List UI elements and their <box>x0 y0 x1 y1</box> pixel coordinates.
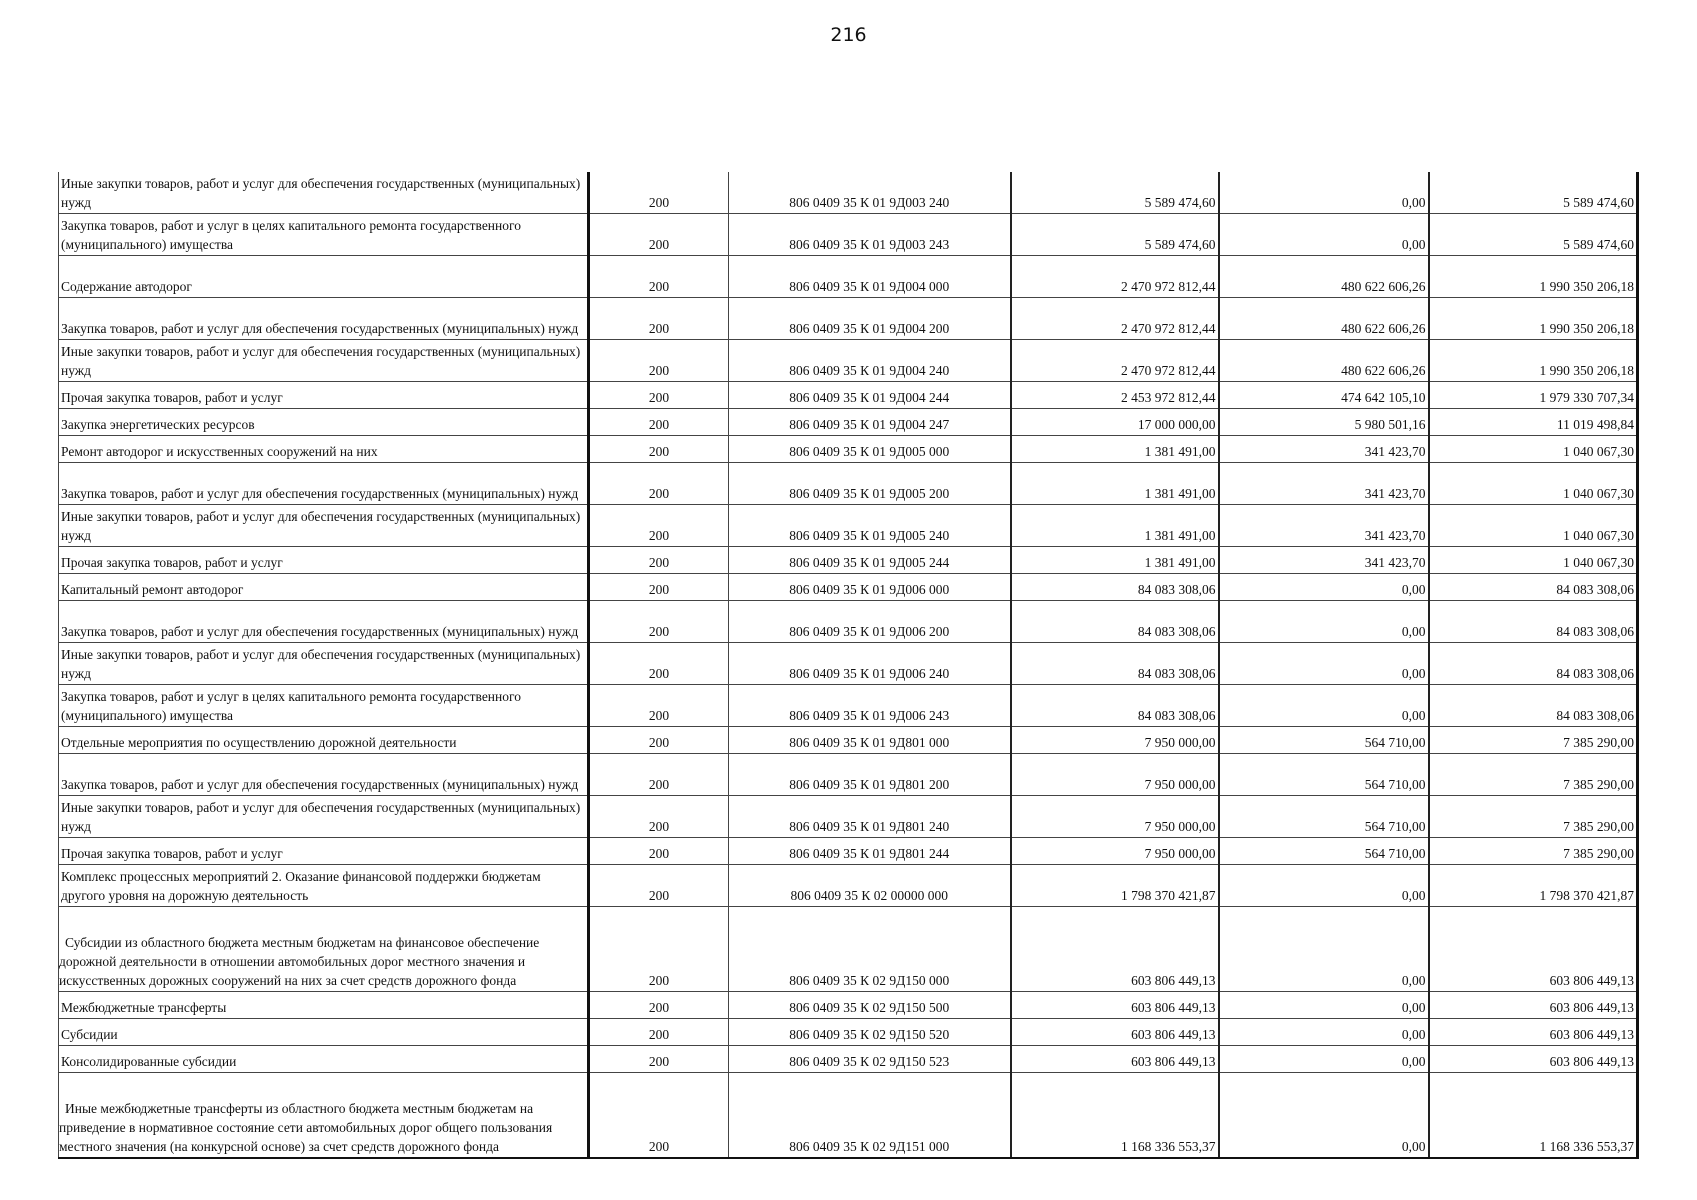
row-approved: 7 950 000,00 <box>1011 796 1219 838</box>
row-executed: 564 710,00 <box>1219 838 1429 865</box>
row-unexecuted: 5 589 474,60 <box>1429 214 1638 256</box>
table-row <box>59 727 1638 754</box>
row-code: 806 0409 35 К 01 9Д006 000 <box>729 574 1011 601</box>
row-approved: 5 589 474,60 <box>1011 214 1219 256</box>
row-code: 806 0409 35 К 01 9Д801 240 <box>729 796 1011 838</box>
row-unexecuted: 84 083 308,06 <box>1429 574 1638 601</box>
row-unexecuted: 1 168 336 553,37 <box>1429 1073 1638 1159</box>
row-name: Прочая закупка товаров, работ и услуг <box>59 382 589 409</box>
row-status: 200 <box>589 436 729 463</box>
row-name: Иные закупки товаров, работ и услуг для обеспечения государственных (муниципальных) нужд <box>59 505 589 547</box>
table-row <box>59 547 1638 574</box>
row-executed: 480 622 606,26 <box>1219 340 1429 382</box>
row-approved: 2 453 972 812,44 <box>1011 382 1219 409</box>
row-status: 200 <box>589 754 729 796</box>
row-code: 806 0409 35 К 01 9Д006 200 <box>729 601 1011 643</box>
row-status: 200 <box>589 382 729 409</box>
row-unexecuted: 603 806 449,13 <box>1429 1019 1638 1046</box>
row-name: Иные межбюджетные трансферты из областного бюджета местным бюджетам на приведение в нормативное состояние сети автомобильных дорог общего пользования местного значения (на конкурсной основе) за счет средств дорожного фонда <box>59 1073 589 1159</box>
row-status: 200 <box>589 601 729 643</box>
row-unexecuted: 1 798 370 421,87 <box>1429 865 1638 907</box>
row-unexecuted: 7 385 290,00 <box>1429 796 1638 838</box>
page-number: 216 <box>830 24 867 46</box>
row-name: Закупка товаров, работ и услуг для обеспечения государственных (муниципальных) нужд <box>59 463 589 505</box>
row-executed: 0,00 <box>1219 685 1429 727</box>
row-executed: 0,00 <box>1219 1019 1429 1046</box>
row-code: 806 0409 35 К 01 9Д005 000 <box>729 436 1011 463</box>
row-name: Закупка энергетических ресурсов <box>59 409 589 436</box>
row-unexecuted: 84 083 308,06 <box>1429 643 1638 685</box>
row-executed: 564 710,00 <box>1219 796 1429 838</box>
row-code: 806 0409 35 К 01 9Д005 244 <box>729 547 1011 574</box>
row-code: 806 0409 35 К 02 9Д150 520 <box>729 1019 1011 1046</box>
row-unexecuted: 5 589 474,60 <box>1429 172 1638 214</box>
row-approved: 603 806 449,13 <box>1011 1046 1219 1073</box>
row-executed: 0,00 <box>1219 643 1429 685</box>
row-code: 806 0409 35 К 02 9Д150 523 <box>729 1046 1011 1073</box>
row-approved: 1 168 336 553,37 <box>1011 1073 1219 1159</box>
row-executed: 0,00 <box>1219 601 1429 643</box>
row-executed: 0,00 <box>1219 172 1429 214</box>
row-executed: 0,00 <box>1219 992 1429 1019</box>
row-status: 200 <box>589 727 729 754</box>
row-code: 806 0409 35 К 01 9Д801 200 <box>729 754 1011 796</box>
table-row <box>59 1073 1638 1159</box>
row-approved: 84 083 308,06 <box>1011 685 1219 727</box>
row-executed: 0,00 <box>1219 574 1429 601</box>
row-approved: 7 950 000,00 <box>1011 754 1219 796</box>
row-status: 200 <box>589 1019 729 1046</box>
row-executed: 0,00 <box>1219 865 1429 907</box>
row-unexecuted: 603 806 449,13 <box>1429 907 1638 992</box>
row-executed: 5 980 501,16 <box>1219 409 1429 436</box>
table-row <box>59 436 1638 463</box>
row-name: Капитальный ремонт автодорог <box>59 574 589 601</box>
row-executed: 0,00 <box>1219 214 1429 256</box>
row-unexecuted: 1 040 067,30 <box>1429 547 1638 574</box>
row-code: 806 0409 35 К 01 9Д004 244 <box>729 382 1011 409</box>
row-approved: 17 000 000,00 <box>1011 409 1219 436</box>
budget-table <box>58 172 1639 1159</box>
row-unexecuted: 84 083 308,06 <box>1429 601 1638 643</box>
row-unexecuted: 7 385 290,00 <box>1429 727 1638 754</box>
table-row <box>59 796 1638 838</box>
row-status: 200 <box>589 907 729 992</box>
row-approved: 1 381 491,00 <box>1011 463 1219 505</box>
row-name: Прочая закупка товаров, работ и услуг <box>59 838 589 865</box>
row-executed: 564 710,00 <box>1219 754 1429 796</box>
row-name: Субсидии из областного бюджета местным бюджетам на финансовое обеспечение дорожной деятельности в отношении автомобильных дорог местного значения и искусственных дорожных сооружений на них за счет средств дорожного фонда <box>59 907 589 992</box>
row-status: 200 <box>589 409 729 436</box>
row-unexecuted: 603 806 449,13 <box>1429 1046 1638 1073</box>
row-approved: 1 381 491,00 <box>1011 505 1219 547</box>
row-approved: 7 950 000,00 <box>1011 838 1219 865</box>
table-row <box>59 505 1638 547</box>
row-name: Иные закупки товаров, работ и услуг для обеспечения государственных (муниципальных) нужд <box>59 796 589 838</box>
row-executed: 341 423,70 <box>1219 547 1429 574</box>
row-name: Консолидированные субсидии <box>59 1046 589 1073</box>
row-approved: 84 083 308,06 <box>1011 601 1219 643</box>
row-code: 806 0409 35 К 01 9Д004 240 <box>729 340 1011 382</box>
row-executed: 341 423,70 <box>1219 436 1429 463</box>
row-code: 806 0409 35 К 01 9Д005 200 <box>729 463 1011 505</box>
row-name: Комплекс процессных мероприятий 2. Оказание финансовой поддержки бюджетам другого уровня на дорожную деятельность <box>59 865 589 907</box>
table-row <box>59 907 1638 992</box>
table-row <box>59 382 1638 409</box>
row-executed: 0,00 <box>1219 1073 1429 1159</box>
row-name: Иные закупки товаров, работ и услуг для обеспечения государственных (муниципальных) нужд <box>59 340 589 382</box>
row-code: 806 0409 35 К 02 9Д150 500 <box>729 992 1011 1019</box>
row-unexecuted: 1 040 067,30 <box>1429 463 1638 505</box>
row-status: 200 <box>589 547 729 574</box>
table-row <box>59 256 1638 298</box>
row-name: Иные закупки товаров, работ и услуг для обеспечения государственных (муниципальных) нужд <box>59 643 589 685</box>
row-code: 806 0409 35 К 01 9Д004 247 <box>729 409 1011 436</box>
table-row <box>59 838 1638 865</box>
row-executed: 480 622 606,26 <box>1219 298 1429 340</box>
row-name: Иные закупки товаров, работ и услуг для обеспечения государственных (муниципальных) нужд <box>59 172 589 214</box>
row-name: Прочая закупка товаров, работ и услуг <box>59 547 589 574</box>
row-code: 806 0409 35 К 01 9Д006 240 <box>729 643 1011 685</box>
row-code: 806 0409 35 К 01 9Д003 240 <box>729 172 1011 214</box>
row-name: Закупка товаров, работ и услуг для обеспечения государственных (муниципальных) нужд <box>59 298 589 340</box>
row-executed: 341 423,70 <box>1219 505 1429 547</box>
table-row <box>59 754 1638 796</box>
row-unexecuted: 84 083 308,06 <box>1429 685 1638 727</box>
row-status: 200 <box>589 838 729 865</box>
row-name: Отдельные мероприятия по осуществлению дорожной деятельности <box>59 727 589 754</box>
row-code: 806 0409 35 К 01 9Д801 244 <box>729 838 1011 865</box>
row-code: 806 0409 35 К 01 9Д006 243 <box>729 685 1011 727</box>
row-unexecuted: 1 990 350 206,18 <box>1429 256 1638 298</box>
row-name: Ремонт автодорог и искусственных сооружений на них <box>59 436 589 463</box>
row-code: 806 0409 35 К 02 9Д150 000 <box>729 907 1011 992</box>
row-unexecuted: 7 385 290,00 <box>1429 838 1638 865</box>
row-approved: 1 381 491,00 <box>1011 436 1219 463</box>
budget-table-body <box>59 172 1638 1158</box>
row-approved: 2 470 972 812,44 <box>1011 256 1219 298</box>
row-name: Закупка товаров, работ и услуг для обеспечения государственных (муниципальных) нужд <box>59 601 589 643</box>
row-name: Межбюджетные трансферты <box>59 992 589 1019</box>
row-code: 806 0409 35 К 01 9Д005 240 <box>729 505 1011 547</box>
row-status: 200 <box>589 172 729 214</box>
row-status: 200 <box>589 463 729 505</box>
row-approved: 2 470 972 812,44 <box>1011 298 1219 340</box>
row-executed: 474 642 105,10 <box>1219 382 1429 409</box>
row-executed: 564 710,00 <box>1219 727 1429 754</box>
row-executed: 0,00 <box>1219 1046 1429 1073</box>
row-unexecuted: 1 990 350 206,18 <box>1429 298 1638 340</box>
row-status: 200 <box>589 1046 729 1073</box>
table-row <box>59 409 1638 436</box>
row-unexecuted: 1 040 067,30 <box>1429 505 1638 547</box>
table-row <box>59 574 1638 601</box>
row-unexecuted: 603 806 449,13 <box>1429 992 1638 1019</box>
row-approved: 603 806 449,13 <box>1011 992 1219 1019</box>
row-status: 200 <box>589 214 729 256</box>
row-approved: 1 381 491,00 <box>1011 547 1219 574</box>
row-name: Закупка товаров, работ и услуг для обеспечения государственных (муниципальных) нужд <box>59 754 589 796</box>
table-row <box>59 463 1638 505</box>
row-status: 200 <box>589 992 729 1019</box>
row-approved: 7 950 000,00 <box>1011 727 1219 754</box>
row-status: 200 <box>589 298 729 340</box>
row-status: 200 <box>589 505 729 547</box>
row-status: 200 <box>589 643 729 685</box>
row-code: 806 0409 35 К 01 9Д004 200 <box>729 298 1011 340</box>
row-unexecuted: 1 990 350 206,18 <box>1429 340 1638 382</box>
table-row <box>59 340 1638 382</box>
row-code: 806 0409 35 К 01 9Д004 000 <box>729 256 1011 298</box>
row-approved: 603 806 449,13 <box>1011 1019 1219 1046</box>
row-status: 200 <box>589 865 729 907</box>
row-status: 200 <box>589 256 729 298</box>
row-unexecuted: 11 019 498,84 <box>1429 409 1638 436</box>
row-name: Содержание автодорог <box>59 256 589 298</box>
row-executed: 480 622 606,26 <box>1219 256 1429 298</box>
row-unexecuted: 1 040 067,30 <box>1429 436 1638 463</box>
table-row <box>59 1019 1638 1046</box>
row-status: 200 <box>589 685 729 727</box>
row-approved: 603 806 449,13 <box>1011 907 1219 992</box>
row-status: 200 <box>589 796 729 838</box>
table-row <box>59 172 1638 214</box>
row-code: 806 0409 35 К 01 9Д003 243 <box>729 214 1011 256</box>
row-name: Субсидии <box>59 1019 589 1046</box>
row-executed: 341 423,70 <box>1219 463 1429 505</box>
row-approved: 84 083 308,06 <box>1011 643 1219 685</box>
table-row <box>59 1046 1638 1073</box>
table-row <box>59 214 1638 256</box>
row-approved: 84 083 308,06 <box>1011 574 1219 601</box>
row-code: 806 0409 35 К 01 9Д801 000 <box>729 727 1011 754</box>
row-name: Закупка товаров, работ и услуг в целях капитального ремонта государственного (муниципального) имущества <box>59 214 589 256</box>
row-name: Закупка товаров, работ и услуг в целях капитального ремонта государственного (муниципального) имущества <box>59 685 589 727</box>
table-row <box>59 298 1638 340</box>
row-approved: 5 589 474,60 <box>1011 172 1219 214</box>
row-executed: 0,00 <box>1219 907 1429 992</box>
table-row <box>59 643 1638 685</box>
table-row <box>59 601 1638 643</box>
row-status: 200 <box>589 340 729 382</box>
row-approved: 2 470 972 812,44 <box>1011 340 1219 382</box>
row-unexecuted: 7 385 290,00 <box>1429 754 1638 796</box>
table-row <box>59 865 1638 907</box>
row-approved: 1 798 370 421,87 <box>1011 865 1219 907</box>
table-row <box>59 685 1638 727</box>
row-code: 806 0409 35 К 02 00000 000 <box>729 865 1011 907</box>
row-status: 200 <box>589 574 729 601</box>
row-code: 806 0409 35 К 02 9Д151 000 <box>729 1073 1011 1159</box>
row-status: 200 <box>589 1073 729 1159</box>
table-row <box>59 992 1638 1019</box>
row-unexecuted: 1 979 330 707,34 <box>1429 382 1638 409</box>
